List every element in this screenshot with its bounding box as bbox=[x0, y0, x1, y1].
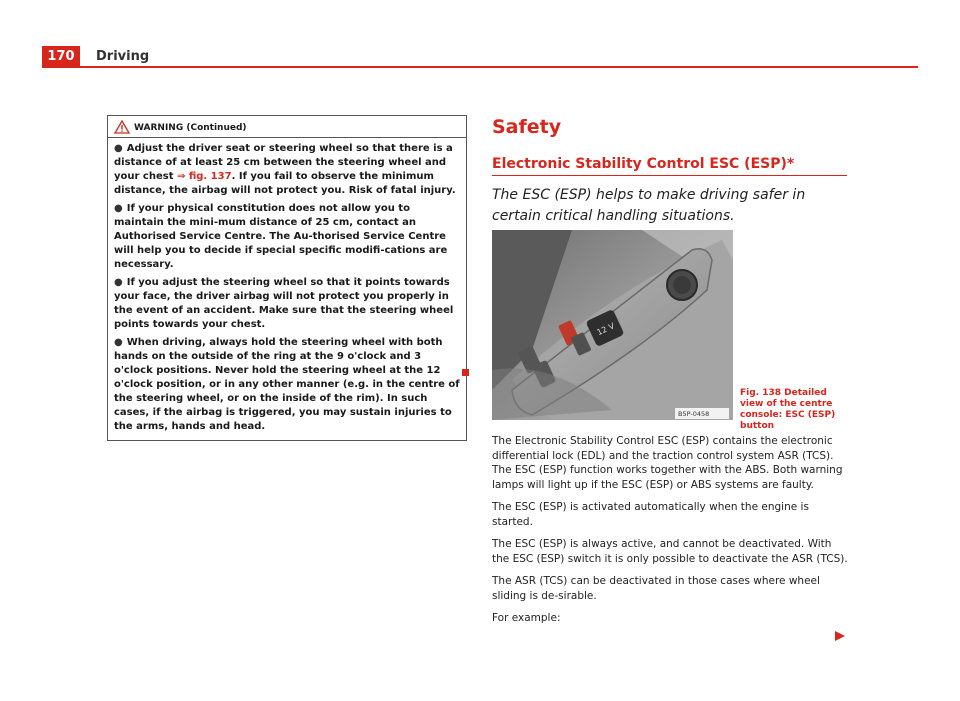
warning-body bbox=[108, 138, 466, 440]
warning-item bbox=[114, 202, 460, 272]
warning-item bbox=[114, 276, 460, 332]
warning-item-text: When driving, always hold the steering wheel with both hands on the outside of the ring at the 9 o'clock and 3 o'clock positions. Never hold the steering wheel at the 12 o'clock position, or in any other manner (e.g. in the centre of the steering wheel, or on the inside of the rim). In such cases, if the airbag is triggered, you may sustain injuries to the arms, hands and head. bbox=[114, 337, 460, 432]
centre-console-figure bbox=[492, 230, 733, 420]
figure-code: B5P-0458 bbox=[678, 410, 710, 418]
paragraph: For example: bbox=[492, 612, 561, 624]
bullet: ● bbox=[114, 143, 123, 154]
warning-item-text: Adjust the driver seat or steering wheel so that there is a distance of at least 25 cm between the steering wheel and your chest bbox=[114, 143, 453, 182]
warning-item-text: If your physical constitution does not allow you to maintain the mini-mum distance of 25 cm, contact an Authorised Service Centre. The Au-thorised Service Centre will help you to decide if special specific modifi-cations are necessary. bbox=[114, 203, 448, 270]
subsection-title: Electronic Stability Control ESC (ESP)* bbox=[492, 156, 795, 172]
warning-item-text: If you adjust the steering wheel so that it points towards your face, the driver airbag will not protect you properly in the event of an accident. Make sure that the steering wheel points towards your chest. bbox=[114, 277, 454, 330]
continue-arrow-icon bbox=[835, 626, 845, 645]
intro-text: The ESC (ESP) helps to make driving safer in certain critical handling situations. bbox=[492, 187, 806, 224]
switch-12v-label: 12 V bbox=[595, 321, 616, 338]
paragraph: The ESC (ESP) is always active, and cannot be deactivated. With the ESC (ESP) switch it is only possible to deactivate the ASR (TCS). bbox=[492, 538, 848, 565]
figure-caption: Fig. 138 Detailed view of the centre console: ESC (ESP) button bbox=[740, 388, 836, 431]
centre-console-illustration bbox=[492, 230, 733, 420]
subsection-divider bbox=[492, 175, 847, 176]
figure-reference-link[interactable]: ⇒ fig. 137 bbox=[176, 171, 232, 182]
warning-item bbox=[114, 142, 460, 198]
paragraph: The ESC (ESP) is activated automatically when the engine is started. bbox=[492, 501, 809, 528]
header-divider bbox=[42, 66, 918, 68]
chapter-title: Driving bbox=[96, 49, 150, 64]
bullet: ● bbox=[114, 277, 123, 288]
bullet: ● bbox=[114, 203, 123, 214]
paragraph: The ASR (TCS) can be deactivated in those cases where wheel sliding is de-sirable. bbox=[492, 575, 820, 602]
warning-heading: WARNING (Continued) bbox=[134, 123, 247, 133]
warning-box bbox=[107, 115, 467, 441]
warning-header bbox=[108, 116, 466, 138]
warning-triangle-icon bbox=[114, 120, 130, 134]
bullet: ● bbox=[114, 337, 123, 348]
body-text bbox=[492, 434, 848, 634]
section-end-marker bbox=[462, 369, 469, 376]
paragraph: The Electronic Stability Control ESC (ESP) contains the electronic differential lock (EDL) and the traction control system ASR (TCS). The ESC (ESP) function works together with the ABS. Both warning lamps will light up if the ESC (ESP) or ABS systems are faulty. bbox=[492, 435, 843, 491]
warning-item bbox=[114, 336, 460, 434]
section-title: Safety bbox=[492, 116, 562, 138]
warning-item-text-cont: . If you fail to observe the minimum distance, the airbag will not protect you. Risk of fatal injury. bbox=[114, 171, 456, 196]
page-number: 170 bbox=[42, 46, 80, 68]
